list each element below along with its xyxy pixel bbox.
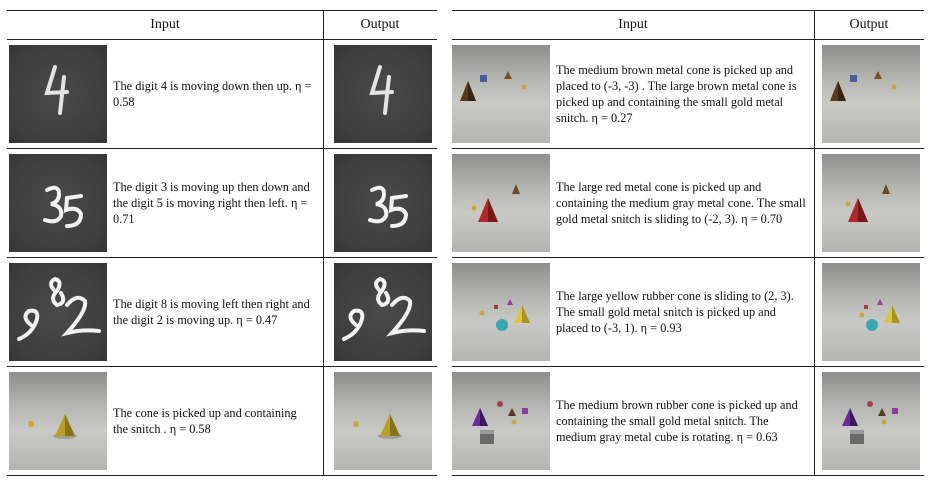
column-divider — [814, 11, 815, 39]
row-description: The digit 3 is moving up then down and the digit 5 is moving right then left. η = 0.71 — [113, 180, 310, 226]
column-divider — [814, 40, 815, 148]
output-frame-image — [334, 154, 432, 252]
column-divider — [814, 149, 815, 257]
row-description: The medium brown metal cone is picked up and placed to (-3, -3) . The large brown metal cone is picked up and containing the small gold metal snitch. η = 0.27 — [556, 63, 797, 125]
output-frame-image — [822, 372, 920, 470]
column-divider — [323, 40, 324, 148]
table-row — [7, 258, 437, 367]
left-table — [7, 10, 437, 476]
table-row — [7, 40, 437, 149]
input-frame-image — [9, 372, 107, 470]
column-divider — [323, 149, 324, 257]
row-description: The cone is picked up and containing the snitch . η = 0.58 — [113, 406, 297, 436]
output-frame-image — [822, 45, 920, 143]
table-row — [452, 258, 924, 367]
right-table — [452, 10, 924, 476]
output-frame-image — [822, 154, 920, 252]
row-description: The large yellow rubber cone is sliding to (2, 3). The small gold metal snitch is picked up and placed to (-3, 1). η = 0.93 — [556, 289, 794, 335]
table-row — [7, 149, 437, 258]
input-frame-image — [9, 45, 107, 143]
column-divider — [814, 258, 815, 366]
table-row — [452, 40, 924, 149]
left-header-input: Input — [150, 17, 180, 32]
table-row — [7, 367, 437, 476]
output-frame-image — [334, 372, 432, 470]
output-frame-image — [334, 45, 432, 143]
input-frame-image — [452, 263, 550, 361]
input-frame-image — [452, 154, 550, 252]
output-frame-image — [822, 263, 920, 361]
right-table-header — [452, 10, 924, 40]
left-header-output: Output — [360, 17, 400, 32]
table-row — [452, 367, 924, 476]
left-table-header — [7, 10, 437, 40]
row-description: The medium brown rubber cone is picked up and containing the small gold metal snitch. The medium gray metal cube is rotating. η = 0.63 — [556, 398, 798, 444]
column-divider — [323, 258, 324, 366]
input-frame-image — [452, 372, 550, 470]
output-frame-image — [334, 263, 432, 361]
right-header-input: Input — [618, 17, 648, 32]
input-frame-image — [9, 263, 107, 361]
right-header-output: Output — [849, 17, 889, 32]
row-description: The digit 8 is moving left then right and the digit 2 is moving up. η = 0.47 — [113, 297, 310, 327]
input-frame-image — [452, 45, 550, 143]
column-divider — [323, 367, 324, 475]
row-description: The large red metal cone is picked up and containing the medium gray metal cone. The small gold metal snitch is sliding to (-2, 3). η = 0.70 — [556, 180, 806, 226]
column-divider — [814, 367, 815, 475]
table-row — [452, 149, 924, 258]
input-frame-image — [9, 154, 107, 252]
row-description: The digit 4 is moving down then up. η = 0.58 — [113, 79, 312, 109]
column-divider — [323, 11, 324, 39]
